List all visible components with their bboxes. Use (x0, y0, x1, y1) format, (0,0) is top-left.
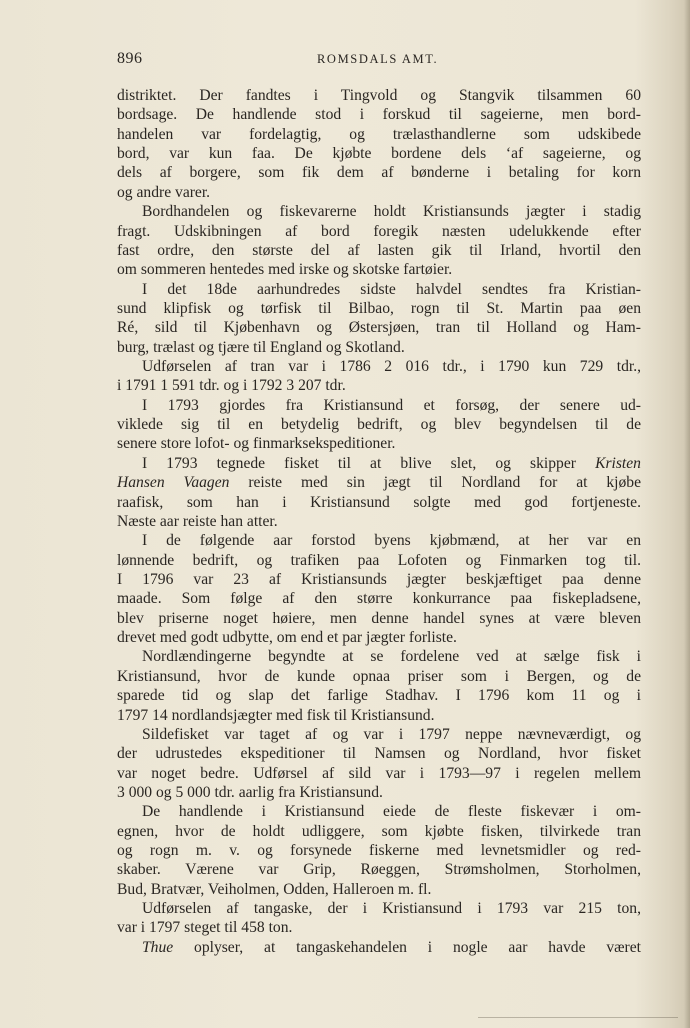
text-line (117, 531, 641, 550)
text-line (117, 667, 641, 686)
line-text: viklede sig til en betydelig bedrift, og blev begyndelsen til de (117, 416, 641, 434)
line-text: 3 000 og 5 000 tdr. aarlig fra Kristiansund. (117, 783, 383, 801)
line-text: var noget bedre. Udførsel af sild var i 1793—97 i regelen mellem (117, 764, 641, 782)
text-line (117, 628, 641, 647)
line-text: maade. Som følge af den større konkurrance paa fiskepladsene, (117, 590, 641, 608)
line-text: Næste aar reiste han atter. (117, 512, 278, 530)
text-line (117, 434, 641, 453)
text-line (117, 744, 641, 763)
page-edge-shadow (684, 0, 690, 1028)
page-number: 896 (117, 50, 143, 67)
text-line (117, 338, 641, 357)
line-text: Bud, Bratvær, Veiholmen, Odden, Halleroen m. fl. (117, 880, 432, 898)
line-text: I de følgende aar forstod byens kjøbmænd, at her var en (142, 532, 641, 550)
line-text: handelen var fordelagtig, og trælasthandlerne som udskibede (117, 125, 641, 143)
text-line (117, 376, 641, 395)
line-text: distriktet. Der fandtes i Tingvold og Stangvik tilsammen 60 (117, 87, 641, 104)
line-text: I det 18de aarhundredes sidste halvdel sendtes fra Kristian- (142, 280, 641, 298)
running-title: ROMSDALS AMT. (317, 52, 439, 66)
line-text: Sildefisket var taget af og var i 1797 neppe nævneværdigt, og (142, 725, 641, 743)
text-line (117, 706, 641, 725)
text-line (117, 105, 641, 124)
text-line (117, 260, 641, 279)
text-line (117, 183, 641, 202)
text-line (117, 860, 641, 879)
text-line (117, 202, 641, 221)
text-line (117, 764, 641, 783)
text-line (117, 783, 641, 802)
text-line (117, 396, 641, 415)
text-line (117, 415, 641, 434)
text-line (117, 880, 641, 899)
line-text: blev priserne noget høiere, men denne handel synes at være bleven (117, 609, 641, 627)
text-line (117, 647, 641, 666)
line-text: sparede tid og slap det farlige Stadhav. I 1796 kom 11 og i (117, 687, 641, 705)
line-text: Nordlændingerne begyndte at se fordelene ved at sælge fisk i (142, 648, 641, 666)
text-line (117, 493, 641, 512)
line-text: fragt. Udskibningen af bord foregik næsten udelukkende efter (117, 222, 641, 240)
line-text: i 1791 1 591 tdr. og i 1792 3 207 tdr. (117, 377, 346, 395)
text-line (117, 802, 641, 821)
line-text: der udrustedes ekspeditioner til Namsen og Nordland, hvor fisket (117, 745, 641, 763)
line-text: I 1793 tegnede fisket til at blive slet, og skipper (142, 454, 576, 472)
text-line (117, 609, 641, 628)
line-text: oplyser, at tangaskehandelen i nogle aar havde været (173, 938, 641, 956)
line-text: Kristiansund, hvor de kunde opnaa priser som i Bergen, og de (117, 667, 641, 685)
line-text: drevet med godt udbytte, om end et par jægter forliste. (117, 629, 457, 647)
text-line (117, 899, 641, 918)
line-text: De handlende i Kristiansund eiede de fleste fiskevær i om- (142, 803, 641, 821)
text-line (117, 822, 641, 841)
text-line (117, 686, 641, 705)
line-text: bord, var kun faa. De kjøbte bordene dels ‘af sageierne, og (117, 145, 641, 163)
line-text: lønnende bedrift, og trafiken paa Lofoten og Finmarken tog til. (117, 551, 641, 569)
text-line (117, 86, 641, 105)
line-text: senere store lofot- og finmarksekspeditioner. (117, 435, 396, 453)
text-line (117, 241, 641, 260)
line-text: Bordhandelen og fiskevarerne holdt Kristiansunds jægter i stadig (142, 203, 641, 221)
text-line (117, 125, 641, 144)
line-text: var i 1797 steget til 458 ton. (117, 919, 293, 937)
text-line (117, 280, 641, 299)
text-line (117, 454, 641, 473)
text-line (117, 357, 641, 376)
page-header (117, 50, 641, 72)
line-text: I 1796 var 23 af Kristiansunds jægter beskjæftiget paa denne (117, 570, 641, 588)
line-text: sund klipfisk og tørfisk til Bilbao, rogn til St. Martin paa øen (117, 299, 641, 317)
line-text: I 1793 gjordes fra Kristiansund et forsøg, der senere ud- (142, 396, 641, 414)
text-line (117, 299, 641, 318)
line-text: bordsage. De handlende stod i forskud til sageierne, men bord- (117, 106, 641, 124)
text-line (117, 570, 641, 589)
text-line (117, 841, 641, 860)
line-text: om sommeren hentedes med irske og skotske fartøier. (117, 261, 453, 279)
line-text: fast ordre, den største del af lasten gik til Irland, hvortil den (117, 241, 641, 259)
line-text: raafisk, som han i Kristiansund solgte med god fortjeneste. (117, 493, 641, 511)
text-line (117, 938, 641, 957)
line-text: Udførselen af tangaske, der i Kristiansund i 1793 var 215 ton, (142, 900, 641, 918)
line-text: skaber. Værene var Grip, Røeggen, Strømsholmen, Storholmen, (117, 861, 641, 879)
italic-name: Thue (142, 938, 174, 956)
line-text: Ré, sild til Kjøbenhavn og Østersjøen, tran til Holland og Ham- (117, 319, 641, 337)
line-text: burg, trælast og tjære til England og Skotland. (117, 338, 405, 356)
italic-name: Kristen (595, 454, 641, 472)
body-text (117, 86, 641, 957)
line-text: egnen, hvor de holdt udliggere, som kjøbte fisken, tilvirkede tran (117, 822, 641, 840)
line-text: reiste med sin jægt til Nordland for at kjøbe (229, 474, 641, 492)
text-line (117, 918, 641, 937)
text-line (117, 318, 641, 337)
line-text: og andre varer. (117, 183, 211, 201)
line-text: Udførselen af tran var i 1786 2 016 tdr., i 1790 kun 729 tdr., (142, 358, 641, 376)
text-line (117, 222, 641, 241)
line-text: 1797 14 nordlandsjægter med fisk til Kristiansund. (117, 706, 435, 724)
line-text: dels af borgere, som fik dem af bønderne i betaling for korn (117, 164, 641, 182)
text-line (117, 473, 641, 492)
text-line (117, 163, 641, 182)
line-text: og rogn m. v. og forsynede fiskerne med levnetsmidler og red- (117, 842, 641, 860)
italic-name: Hansen Vaagen (117, 474, 230, 492)
text-line (117, 725, 641, 744)
page-edge-line (478, 1017, 678, 1018)
text-line (117, 512, 641, 531)
text-line (117, 551, 641, 570)
text-line (117, 589, 641, 608)
text-line (117, 144, 641, 163)
